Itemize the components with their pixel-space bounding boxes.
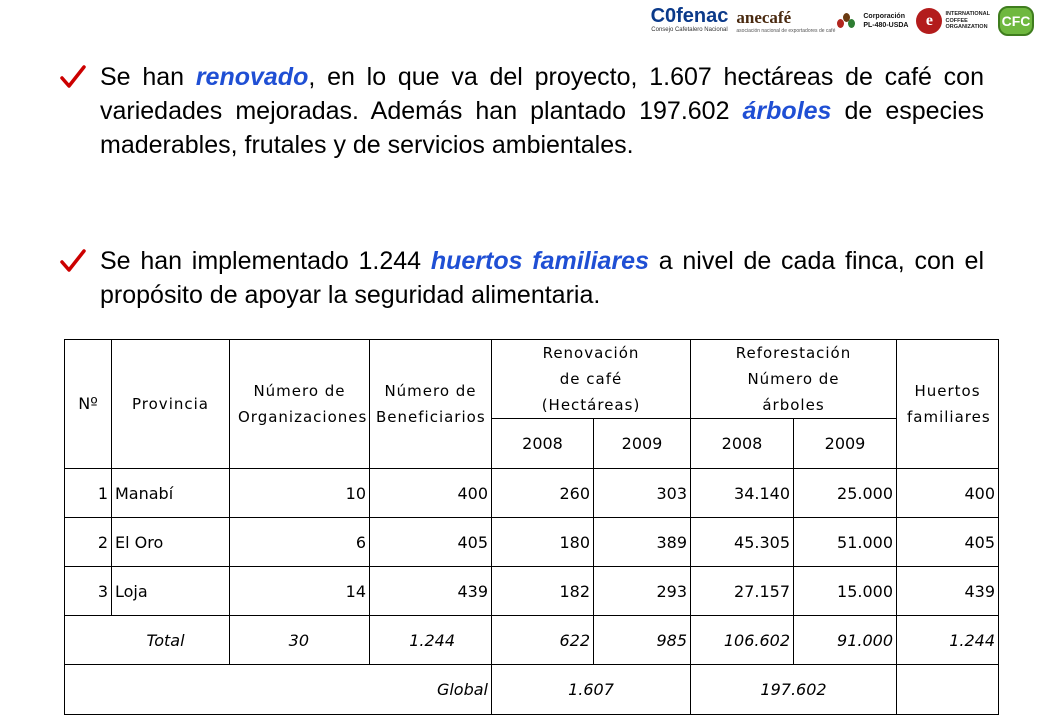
total-huertos: 1.244 xyxy=(897,616,999,665)
ico-logo-line1: INTERNATIONAL xyxy=(945,10,990,17)
cell-provincia: Loja xyxy=(112,567,230,616)
ico-logo xyxy=(916,6,990,36)
cell-reforestacion-2008: 45.305 xyxy=(691,518,794,567)
cell-renovacion-2009: 303 xyxy=(594,469,691,518)
total-reforestacion-2009: 91.000 xyxy=(794,616,897,665)
cell-organizaciones: 10 xyxy=(230,469,370,518)
cell-renovacion-2009: 293 xyxy=(594,567,691,616)
cell-reforestacion-2008: 34.140 xyxy=(691,469,794,518)
bullet-huertos xyxy=(60,244,990,312)
cell-reforestacion-2009: 25.000 xyxy=(794,469,897,518)
corporacion-logo-line2: PL-480-USDA xyxy=(863,22,909,29)
total-renovacion-2009: 985 xyxy=(594,616,691,665)
bullet-huertos-text: Se han implementado 1.244 huertos familiares a nivel de cada finca, con el propósito de apoyar la seguridad alimentaria. xyxy=(100,247,984,309)
total-reforestacion-2008: 106.602 xyxy=(691,616,794,665)
header-beneficiarios: Número de Beneficiarios xyxy=(370,340,492,469)
coffee-beans-icon xyxy=(837,13,855,29)
cell-huertos: 439 xyxy=(897,567,999,616)
header-renovacion-2009: 2009 xyxy=(594,419,691,469)
global-renovacion: 1.607 xyxy=(492,665,691,715)
header-reforestacion-2009: 2009 xyxy=(794,419,897,469)
cofenac-logo-subtitle: Consejo Cafetalero Nacional xyxy=(651,27,728,33)
total-label: Total xyxy=(65,616,230,665)
cofenac-logo-text: C0fenac xyxy=(650,5,729,27)
total-renovacion-2008: 622 xyxy=(492,616,594,665)
results-table xyxy=(64,339,999,715)
header-reforestacion: Reforestación Número de árboles xyxy=(691,340,897,419)
cell-reforestacion-2009: 51.000 xyxy=(794,518,897,567)
cell-renovacion-2009: 389 xyxy=(594,518,691,567)
cell-huertos: 400 xyxy=(897,469,999,518)
corporacion-logo-line1: Corporación xyxy=(863,12,905,20)
cofenac-logo xyxy=(651,6,729,36)
header-reforestacion-2008: 2008 xyxy=(691,419,794,469)
cfc-logo-text: CFC xyxy=(998,6,1034,36)
checkmark-icon xyxy=(60,244,100,312)
cell-reforestacion-2008: 27.157 xyxy=(691,567,794,616)
header-provincia: Provincia xyxy=(112,340,230,469)
cell-provincia: El Oro xyxy=(112,518,230,567)
highlight-huertos: huertos familiares xyxy=(430,247,649,275)
table-row xyxy=(65,469,999,518)
header-huertos: Huertos familiares xyxy=(897,340,999,469)
ico-logo-line3: ORGANIZATION xyxy=(945,24,988,31)
global-label: Global xyxy=(65,665,492,715)
cell-beneficiarios: 439 xyxy=(370,567,492,616)
cell-provincia: Manabí xyxy=(112,469,230,518)
cell-beneficiarios: 405 xyxy=(370,518,492,567)
bullet-renovacion xyxy=(60,60,990,162)
header-renovacion: Renovación de café (Hectáreas) xyxy=(492,340,691,419)
header-organizaciones: Número de Organizaciones xyxy=(230,340,370,469)
cell-renovacion-2008: 182 xyxy=(492,567,594,616)
total-row xyxy=(65,616,999,665)
global-huertos-empty xyxy=(897,665,999,715)
global-reforestacion: 197.602 xyxy=(691,665,897,715)
bullet-renovacion-text: Se han renovado, en lo que va del proyecto, 1.607 hectáreas de café con variedades mejoradas. Además han plantado 197.602 árboles de especies maderables, frutales y de servicios ambientales. xyxy=(100,63,984,159)
anecafe-logo-subtitle: asociación nacional de exportadores de café xyxy=(736,28,836,34)
header-renovacion-2008: 2008 xyxy=(492,419,594,469)
total-beneficiarios: 1.244 xyxy=(370,616,492,665)
table-row xyxy=(65,518,999,567)
cell-renovacion-2008: 260 xyxy=(492,469,594,518)
corporacion-logo xyxy=(863,6,908,36)
cell-organizaciones: 14 xyxy=(230,567,370,616)
cell-no: 3 xyxy=(65,567,112,616)
total-organizaciones: 30 xyxy=(230,616,370,665)
header-no: Nº xyxy=(65,340,112,469)
cell-organizaciones: 6 xyxy=(230,518,370,567)
cell-no: 1 xyxy=(65,469,112,518)
anecafe-logo xyxy=(736,6,855,36)
ico-emblem-icon: e xyxy=(916,8,942,34)
cell-no: 2 xyxy=(65,518,112,567)
highlight-renovado: renovado xyxy=(195,63,309,91)
logo-strip xyxy=(651,4,1034,38)
cell-huertos: 405 xyxy=(897,518,999,567)
cell-reforestacion-2009: 15.000 xyxy=(794,567,897,616)
table-row xyxy=(65,567,999,616)
anecafe-logo-text: anecafé xyxy=(736,8,792,27)
highlight-arboles: árboles xyxy=(742,97,832,125)
cell-beneficiarios: 400 xyxy=(370,469,492,518)
cell-renovacion-2008: 180 xyxy=(492,518,594,567)
cfc-logo xyxy=(998,6,1034,36)
global-row xyxy=(65,665,999,715)
checkmark-icon xyxy=(60,60,100,162)
ico-logo-line2: COFFEE xyxy=(945,17,968,24)
